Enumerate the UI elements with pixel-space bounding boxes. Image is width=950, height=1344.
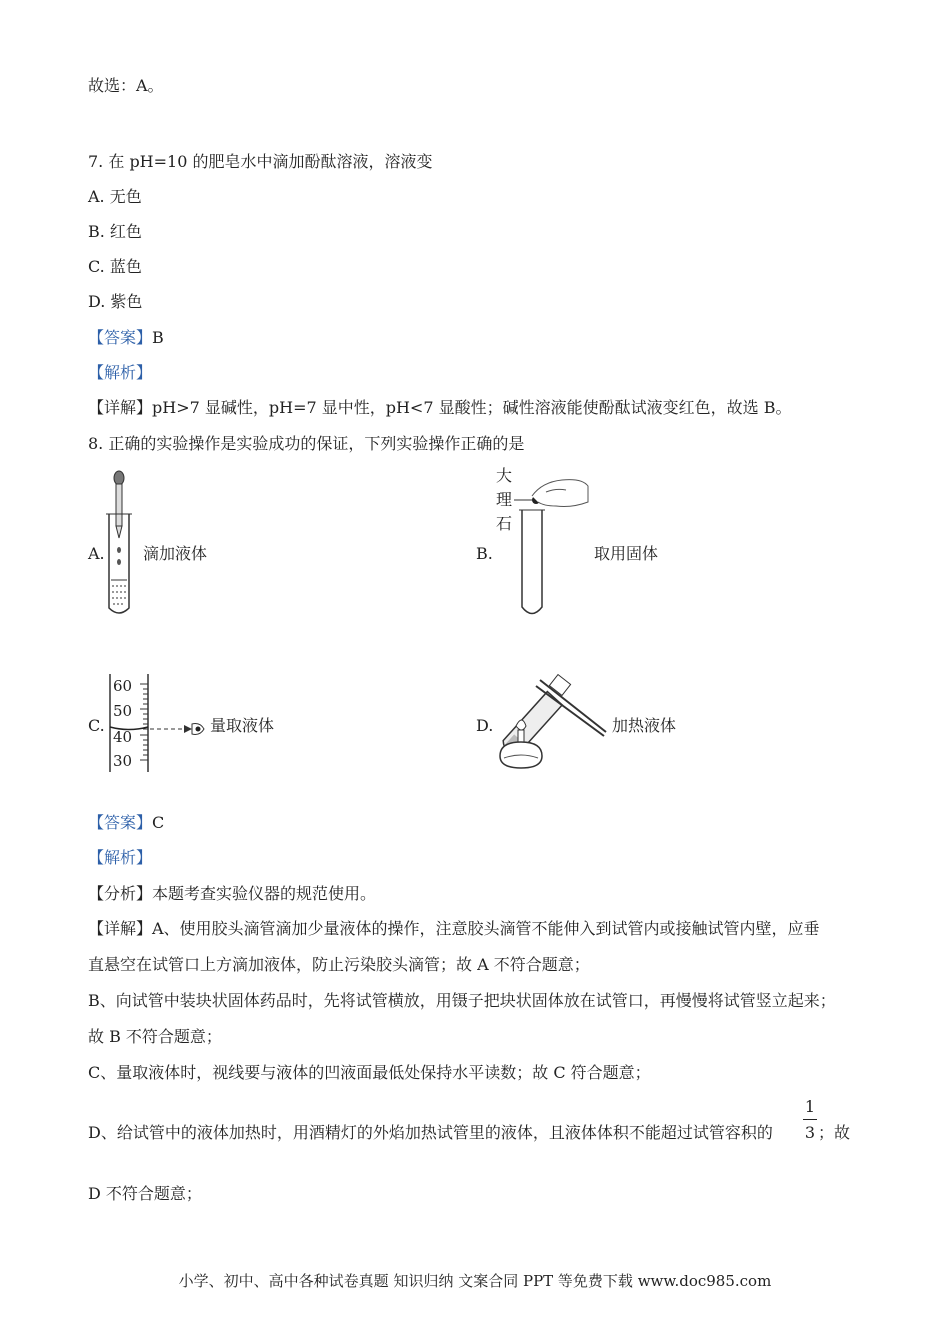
q8-detail-6-end: ；故 [818,1123,851,1142]
marble-label-2: 理 [496,490,513,509]
page-footer: 小学、初中、高中各种试卷真题 知识归纳 文案合同 PPT 等免费下载 www.doc985.com [178,1272,772,1290]
q7-option-c: C. 蓝色 [88,257,142,276]
option-a-letter: A. [88,544,105,563]
q7-detail: 【详解】pH>7 显碱性，pH=7 显中性，pH<7 显酸性；碱性溶液能使酚酞试液变红色，故选 B。 [88,398,792,417]
option-b-letter: B. [476,544,493,563]
q8-detail-1: 【详解】A、使用胶头滴管滴加少量液体的操作，注意胶头滴管不能伸入到试管内或接触试管内壁，应垂 [88,919,820,938]
option-d-text: 加热液体 [612,716,677,735]
q7-option-d: D. 紫色 [88,292,143,311]
answer-tag: 【答案】 [88,328,153,347]
question-8: 8. 正确的实验操作是实验成功的保证，下列实验操作正确的是 [88,434,525,453]
q7-option-a: A. 无色 [88,187,142,206]
q8-detail-4: 故 B 不符合题意； [88,1027,222,1046]
q8-answer [88,813,164,833]
q7-answer [88,328,164,348]
q8-fenxi: 【分析】本题考查实验仪器的规范使用。 [88,884,377,903]
q7-option-b: B. 红色 [88,222,142,241]
cyl-tick-50: 50 [113,702,133,720]
option-a-text: 滴加液体 [143,544,208,563]
q8-analysis-tag: 【解析】 [88,848,153,867]
marble-label-1: 大 [496,466,513,485]
option-d-letter: D. [476,716,494,735]
dropper-illustration [100,470,140,620]
marble-label-3: 石 [496,514,513,533]
q8-detail-5: C、量取液体时，视线要与液体的凹液面最低处保持水平读数；故 C 符合题意； [88,1063,651,1082]
cyl-tick-60: 60 [113,677,133,695]
answer-tag: 【答案】 [88,813,153,832]
test-tube-marble-illustration [512,472,592,622]
cyl-tick-30: 30 [113,752,133,770]
option-c-letter: C. [88,716,105,735]
option-c-text: 量取液体 [210,716,275,735]
fraction-bar [803,1119,817,1120]
answer-value: C [152,813,165,832]
option-b-text: 取用固体 [594,544,659,563]
question-7: 7. 在 pH=10 的肥皂水中滴加酚酞溶液，溶液变 [88,152,433,171]
fraction-numerator: 1 [804,1097,816,1116]
answer-value: B [152,328,164,347]
q8-detail-3: B、向试管中装块状固体药品时，先将试管横放，用镊子把块状固体放在试管口，再慢慢将试管竖立起来； [88,991,836,1010]
q8-detail-6: D、给试管中的液体加热时，用酒精灯的外焰加热试管里的液体，且液体体积不能超过试管容积的 [88,1123,773,1142]
q8-detail-2: 直悬空在试管口上方滴加液体，防止污染胶头滴管；故 A 不符合题意； [88,955,590,974]
fraction-denominator: 3 [804,1123,816,1142]
q7-analysis-tag: 【解析】 [88,363,153,382]
q8-detail-7: D 不符合题意； [88,1184,202,1203]
heating-illustration [492,656,612,774]
cyl-tick-40: 40 [113,728,133,746]
prev-choice: 故选：A。 [88,76,164,95]
